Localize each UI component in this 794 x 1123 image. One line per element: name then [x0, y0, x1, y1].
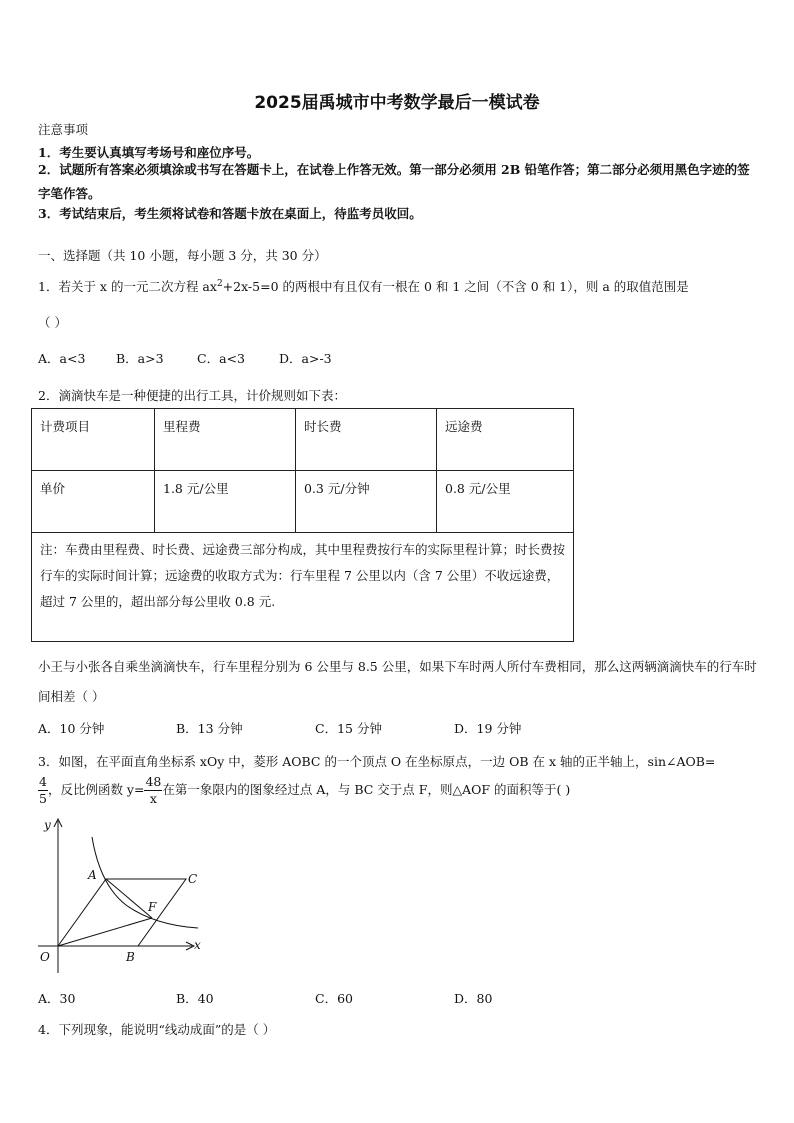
option-b: B．a>3	[116, 351, 164, 366]
table-row	[32, 471, 574, 533]
option-a: A．a<3	[38, 351, 86, 366]
fraction-numerator: 4	[39, 774, 47, 789]
fraction-numerator: 48	[145, 774, 162, 789]
notice-item-3: 3．考试结束后，考生须将试卷和答题卡放在桌面上，待监考员收回。	[38, 206, 422, 221]
table-cell: 1.8 元/公里	[155, 471, 296, 533]
question-1-exponent: 2	[216, 278, 223, 289]
notice-item-2: 2．试题所有答案必须填涂或书写在答题卡上，在试卷上作答无效。第一部分必须用 2B 铅笔作答；第二部分必须用黑色字迹的签字笔作答。	[38, 162, 750, 201]
question-1-stem-post: +2x-5=0 的两根中有且仅有一根在 0 和 1 之间（不含 0 和 1），则 a 的取值范围是	[222, 279, 689, 294]
label-a: A	[88, 868, 97, 882]
notice-item-1: 1．考生要认真填写考场号和座位序号。	[38, 145, 260, 160]
question-2-text: 小王与小张各自乘坐滴滴快车，行车里程分别为 6 公里与 8.5 公里，如果下车时两人所付车费相同，那么这两辆滴滴快车的行车时间相差（ ）	[38, 659, 757, 704]
table-cell: 0.8 元/公里	[437, 471, 574, 533]
question-2-stem: 2．滴滴快车是一种便捷的出行工具，计价规则如下表：	[38, 388, 346, 403]
table-row-label: 单价	[32, 471, 155, 533]
option-d: D．80	[454, 991, 493, 1006]
section-heading: 一、选择题（共 10 小题，每小题 3 分，共 30 分）	[38, 248, 327, 263]
hyperbola-curve	[92, 837, 198, 928]
table-header-cell: 里程费	[155, 409, 296, 471]
question-3-figure	[30, 815, 210, 977]
question-1-stem	[38, 277, 689, 295]
fraction-function	[144, 774, 162, 807]
exam-title: 2025届禹城市中考数学最后一模试卷	[254, 93, 540, 113]
option-d: D．a>-3	[279, 351, 332, 366]
fraction-denominator: x	[149, 791, 157, 806]
option-a: A．30	[38, 991, 76, 1006]
question-4-stem: 4．下列现象，能说明“线动成面”的是（ ）	[38, 1022, 276, 1037]
option-d: D．19 分钟	[454, 721, 522, 736]
option-c: C．60	[315, 991, 353, 1006]
table-header-cell: 计费项目	[32, 409, 155, 471]
fare-table	[31, 408, 574, 642]
fraction-denominator: 5	[39, 791, 47, 806]
question-3-options	[38, 989, 492, 1007]
option-c: C．15 分钟	[315, 721, 382, 736]
table-note: 注：车费由里程费、时长费、远途费三部分构成，其中里程费按行车的实际里程计算；时长费按行车的实际时间计算；远途费的收取方式为：行车里程 7 公里以内（含 7 公里）不收远途费，超过 7 公里的，超出部分每公里收 0.8 元.	[32, 533, 574, 642]
question-1-options	[38, 349, 332, 367]
table-row	[32, 409, 574, 471]
label-b: B	[126, 950, 135, 964]
option-b: B．40	[176, 991, 214, 1006]
table-row	[32, 533, 574, 642]
question-3-mid: ，反比例函数 y=	[47, 782, 145, 797]
option-c: C．a<3	[197, 351, 245, 366]
segment-af	[106, 879, 152, 918]
label-y: y	[44, 818, 51, 832]
label-o: O	[40, 950, 50, 964]
question-1-paren: （ ）	[38, 315, 67, 330]
question-3-tail: 在第一象限内的图象经过点 A，与 BC 交于点 F，则△AOF 的面积等于( )	[162, 782, 571, 797]
notice-heading: 注意事项	[38, 122, 89, 137]
label-c: C	[188, 872, 198, 886]
segment-of	[58, 918, 152, 946]
rhombus-aobc	[58, 879, 186, 946]
fraction-sin	[38, 774, 48, 807]
label-x: x	[194, 938, 201, 952]
question-3-stem-line2	[38, 774, 570, 807]
option-a: A．10 分钟	[38, 721, 105, 736]
option-b: B．13 分钟	[176, 721, 243, 736]
question-3-stem-line1: 3．如图，在平面直角坐标系 xOy 中，菱形 AOBC 的一个顶点 O 在坐标原点，一边 OB 在 x 轴的正半轴上，sin∠AOB=	[38, 754, 716, 769]
label-f: F	[148, 900, 157, 914]
table-header-cell: 远途费	[437, 409, 574, 471]
table-cell: 0.3 元/分钟	[296, 471, 437, 533]
question-1-stem-pre: 1．若关于 x 的一元二次方程 ax	[38, 279, 217, 294]
table-header-cell: 时长费	[296, 409, 437, 471]
question-2-options	[38, 719, 521, 737]
